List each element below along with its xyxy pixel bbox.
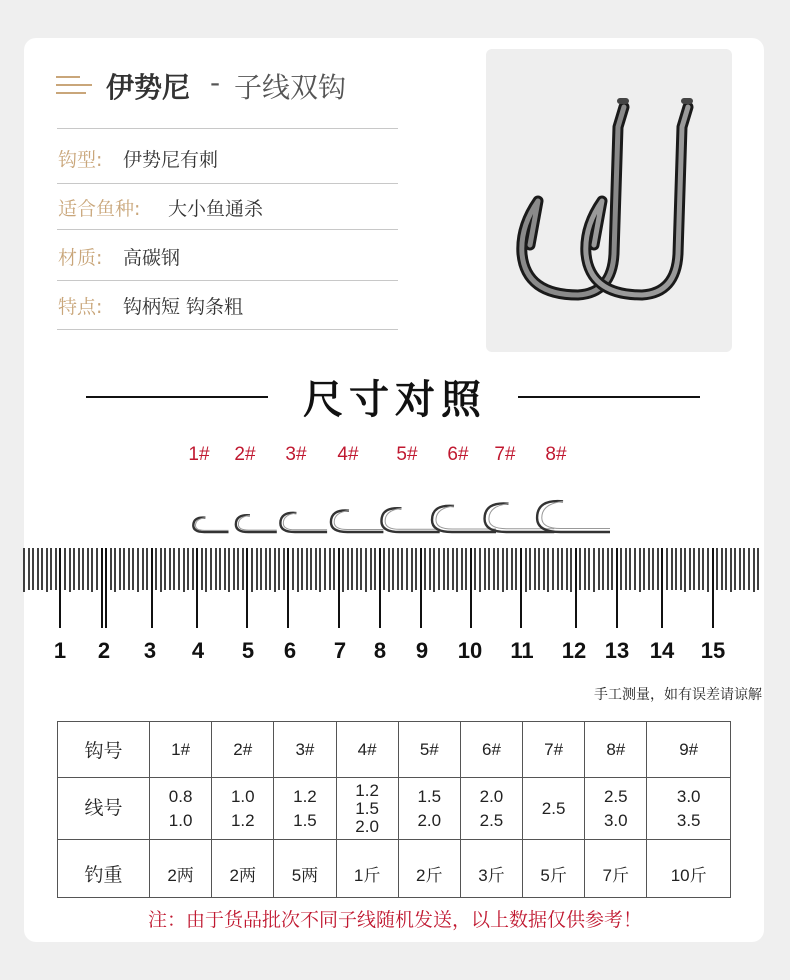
table-cell: 2# <box>212 722 274 778</box>
row-header: 线号 <box>58 778 150 840</box>
fishing-hook-size-icon <box>193 518 228 532</box>
table-cell <box>460 778 522 840</box>
menu-lines-icon <box>56 76 92 96</box>
line-number-value: 1.5 <box>417 786 442 806</box>
table-cell <box>585 778 647 840</box>
ruler-number: 12 <box>561 638 587 663</box>
section-line-left <box>86 396 268 398</box>
table-cell <box>274 778 336 840</box>
line-number-value: 3.0 <box>676 786 701 806</box>
size-label: 7# <box>494 444 516 465</box>
table-cell <box>523 778 585 840</box>
section-line-right <box>518 396 700 398</box>
size-label: 4# <box>337 444 359 465</box>
spec-label-hook-type: 钩型: <box>58 149 103 171</box>
hook-size-lineup <box>180 490 610 540</box>
ruler <box>0 540 790 635</box>
line-number-value: 1.0 <box>168 810 193 830</box>
size-label: 6# <box>447 444 469 465</box>
ruler-number: 13 <box>604 638 630 663</box>
spec-value-features: 钩柄短 钩条粗 <box>123 296 244 318</box>
ruler-number: 5 <box>241 638 255 663</box>
table-cell: 6# <box>460 722 522 778</box>
size-label: 1# <box>188 444 210 465</box>
table-row-hook-number <box>58 722 731 778</box>
ruler-number: 8 <box>373 638 387 663</box>
table-cell: 2两 <box>150 840 212 898</box>
table-cell: 5# <box>398 722 460 778</box>
product-photo <box>486 49 732 352</box>
table-cell: 7# <box>523 722 585 778</box>
size-table <box>57 721 731 898</box>
table-cell: 9# <box>647 722 731 778</box>
ruler-number: 14 <box>649 638 675 663</box>
ruler-number: 10 <box>457 638 483 663</box>
divider <box>57 183 398 184</box>
line-number-value: 1.2 <box>230 810 255 830</box>
table-cell: 5斤 <box>523 840 585 898</box>
table-cell <box>150 778 212 840</box>
table-cell: 2两 <box>212 840 274 898</box>
spec-label-features: 特点: <box>58 296 103 318</box>
spec-value-fish-species: 大小鱼通杀 <box>168 198 264 220</box>
spec-value-material: 高碳钢 <box>123 247 181 269</box>
ruler-number: 11 <box>510 638 534 663</box>
table-cell: 4# <box>336 722 398 778</box>
row-header: 钓重 <box>58 840 150 898</box>
title-separator: - <box>210 66 221 99</box>
size-label: 3# <box>285 444 307 465</box>
product-subtitle: 子线双钩 <box>234 71 347 104</box>
spec-label-material: 材质: <box>58 247 103 269</box>
table-cell: 1斤 <box>336 840 398 898</box>
divider <box>57 280 398 281</box>
table-cell: 1# <box>150 722 212 778</box>
line-number-value: 1.2 <box>293 786 317 806</box>
divider <box>57 229 398 230</box>
table-cell: 8# <box>585 722 647 778</box>
line-number-value: 2.5 <box>603 786 628 806</box>
line-number-value: 3.5 <box>676 810 701 830</box>
spec-value-hook-type: 伊势尼有刺 <box>123 149 219 171</box>
table-cell: 10斤 <box>647 840 731 898</box>
ruler-number: 9 <box>415 638 429 663</box>
ruler-number: 15 <box>700 638 726 663</box>
line-number-value: 0.8 <box>168 786 193 806</box>
table-row-line-number <box>58 778 731 840</box>
ruler-number: 2 <box>97 638 111 663</box>
size-label: 2# <box>234 444 256 465</box>
measurement-note: 手工测量，如有误差请谅解 <box>594 687 762 703</box>
row-header: 钩号 <box>58 722 150 778</box>
disclaimer: 注：由于货品批次不同子线随机发送，以上数据仅供参考！ <box>147 909 642 931</box>
table-cell: 2斤 <box>398 840 460 898</box>
fishing-hook-size-icon <box>331 510 383 532</box>
ruler-number: 7 <box>333 638 347 663</box>
table-cell: 3斤 <box>460 840 522 898</box>
table-cell <box>212 778 274 840</box>
ruler-number: 4 <box>191 638 205 663</box>
line-number-value: 3.0 <box>603 810 628 830</box>
line-number-value: 1.0 <box>230 786 255 806</box>
divider <box>57 329 398 330</box>
ruler-number: 3 <box>143 638 157 663</box>
spec-label-fish-species: 适合鱼种: <box>58 198 141 220</box>
fishing-hook-pair-image <box>486 49 732 352</box>
ruler-number: 6 <box>283 638 297 663</box>
line-number-value: 1.5 <box>355 798 379 818</box>
line-number-value: 2.5 <box>541 798 566 818</box>
line-number-value: 2.0 <box>417 810 442 830</box>
table-cell <box>398 778 460 840</box>
ruler-number: 1 <box>53 638 67 663</box>
fishing-hook-size-icon <box>537 501 610 532</box>
line-number-value: 2.0 <box>479 786 504 806</box>
fishing-hook-size-icon <box>280 513 327 532</box>
product-title: 伊势尼 <box>106 71 191 104</box>
section-title: 尺寸对照 <box>303 376 487 423</box>
table-row-weight <box>58 840 731 898</box>
size-label: 5# <box>396 444 418 465</box>
line-number-value: 2.5 <box>479 810 504 830</box>
table-cell <box>647 778 731 840</box>
fishing-hook-size-icon <box>236 515 277 532</box>
table-cell <box>336 778 398 840</box>
table-cell: 7斤 <box>585 840 647 898</box>
line-number-value: 2.0 <box>355 816 379 836</box>
size-label: 8# <box>545 444 567 465</box>
line-number-value: 1.5 <box>293 810 317 830</box>
line-number-value: 1.2 <box>355 780 379 800</box>
divider <box>57 128 398 129</box>
table-cell: 5两 <box>274 840 336 898</box>
table-cell: 3# <box>274 722 336 778</box>
